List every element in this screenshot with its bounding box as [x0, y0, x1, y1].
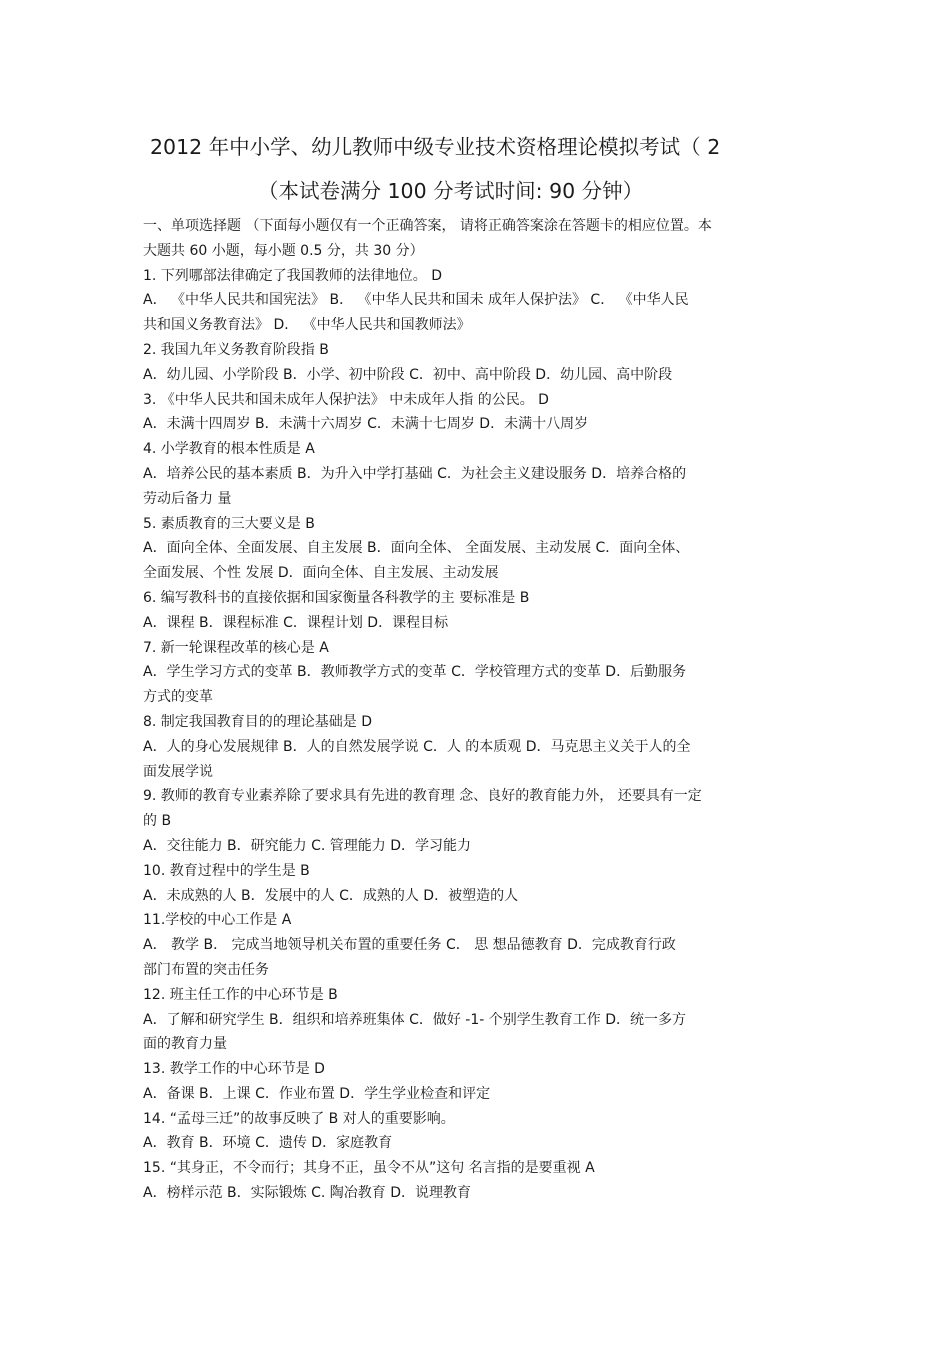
- question-13: [143, 1057, 803, 1107]
- question-5: [143, 512, 803, 586]
- question-stem: 6. 编写教科书的直接依据和国家衡量各科教学的主 要标准是 B: [143, 589, 530, 606]
- question-stem: 10. 教育过程中的学生是 B: [143, 862, 310, 879]
- question-options: A．备课 B．上课 C．作业布置 D．学生学业检查和评定: [143, 1085, 491, 1102]
- question-stem: 9. 教师的教育专业素养除了要求具有先进的教育理 念、良好的教育能力外， 还要具有一定: [143, 788, 702, 805]
- question-options: A．榜样示范 B．实际锻炼 C. 陶冶教育 D．说理教育: [143, 1185, 471, 1202]
- question-10: [143, 859, 803, 909]
- question-stem: 15. “其身正，不令而行；其身不正，虽令不从”这句 名言指的是要重视 A: [143, 1160, 595, 1177]
- section-intro-line: 大题共 60 小题，每小题 0.5 分，共 30 分）: [143, 242, 424, 259]
- question-options: A．了解和研究学生 B．组织和培养班集体 C．做好 -1- 个别学生教育工作 D．统一多方: [143, 1011, 686, 1028]
- question-2: [143, 338, 803, 388]
- question-stem: 14. “孟母三迁”的故事反映了 B 对人的重要影响。: [143, 1110, 455, 1127]
- question-options: A．幼儿园、小学阶段 B．小学、初中阶段 C．初中、高中阶段 D．幼儿园、高中阶段: [143, 366, 673, 383]
- document-subtitle: （本试卷满分 100 分考试时间: 90 分钟）: [258, 179, 644, 203]
- question-stem: 5. 素质教育的三大要义是 B: [143, 515, 315, 532]
- question-stem: 2. 我国九年义务教育阶段指 B: [143, 341, 329, 358]
- question-stem: 的 B: [143, 813, 172, 830]
- question-options: A．培养公民的基本素质 B．为升入中学打基础 C．为社会主义建设服务 D．培养合格的: [143, 465, 687, 482]
- question-11: [143, 908, 803, 982]
- question-options: A． 教学 B． 完成当地领导机关布置的重要任务 C． 思 想品德教育 D．完成教育行政: [143, 937, 676, 954]
- question-stem: 11.学校的中心工作是 A: [143, 912, 292, 929]
- question-stem: 4. 小学教育的根本性质是 A: [143, 441, 315, 458]
- question-options: 面的教育力量: [143, 1036, 227, 1053]
- question-stem: 12. 班主任工作的中心环节是 B: [143, 986, 338, 1003]
- question-options: A．教育 B．环境 C．遗传 D．家庭教育: [143, 1135, 393, 1152]
- question-4: [143, 437, 803, 511]
- question-options: 部门布置的突击任务: [143, 961, 269, 978]
- question-1: [143, 264, 803, 338]
- question-options: A．未成熟的人 B．发展中的人 C．成熟的人 D．被塑造的人: [143, 887, 519, 904]
- question-stem: 3. 《中华人民共和国未成年人保护法》 中未成年人指 的公民。 D: [143, 391, 549, 408]
- question-options: A．人的身心发展规律 B．人的自然发展学说 C．人 的本质观 D．马克思主义关于人的全: [143, 738, 691, 755]
- question-options: A．课程 B．课程标准 C．课程计划 D．课程目标: [143, 614, 449, 631]
- question-8: [143, 710, 803, 784]
- document-title: 2012 年中小学、幼儿教师中级专业技术资格理论模拟考试（ 2: [150, 135, 721, 159]
- section-intro-line: 一、单项选择题 （下面每小题仅有一个正确答案， 请将正确答案涂在答题卡的相应位置。本: [143, 218, 712, 234]
- question-options: A．未满十四周岁 B．未满十六周岁 C．未满十七周岁 D．未满十八周岁: [143, 416, 589, 433]
- question-options: A．面向全体、全面发展、自主发展 B．面向全体、 全面发展、主动发展 C．面向全体、: [143, 540, 690, 557]
- question-options: 方式的变革: [143, 689, 213, 706]
- question-9: [143, 784, 803, 858]
- question-options: A． 《中华人民共和国宪法》 B． 《中华人民共和国未 成年人保护法》 C． 《中华人民: [143, 292, 689, 309]
- question-stem: 13. 教学工作的中心环节是 D: [143, 1061, 325, 1078]
- question-options: 劳动后备力 量: [143, 490, 232, 507]
- question-options: 面发展学说: [143, 763, 213, 780]
- question-6: [143, 586, 803, 636]
- question-options: A．学生学习方式的变革 B．教师教学方式的变革 C．学校管理方式的变革 D．后勤服务: [143, 664, 687, 681]
- question-7: [143, 636, 803, 710]
- question-12: [143, 983, 803, 1057]
- question-options: A．交往能力 B．研究能力 C. 管理能力 D．学习能力: [143, 837, 471, 854]
- question-options: 共和国义务教育法》 D． 《中华人民共和国教师法》: [143, 317, 471, 334]
- question-options: 全面发展、个性 发展 D．面向全体、自主发展、主动发展: [143, 565, 499, 582]
- question-stem: 7. 新一轮课程改革的核心是 A: [143, 639, 329, 656]
- question-14: [143, 1107, 803, 1157]
- question-body: [143, 214, 803, 1206]
- question-stem: 1. 下列哪部法律确定了我国教师的法律地位。 D: [143, 267, 443, 284]
- question-stem: 8. 制定我国教育目的的理论基础是 D: [143, 713, 373, 730]
- question-15: [143, 1156, 803, 1206]
- question-3: [143, 388, 803, 438]
